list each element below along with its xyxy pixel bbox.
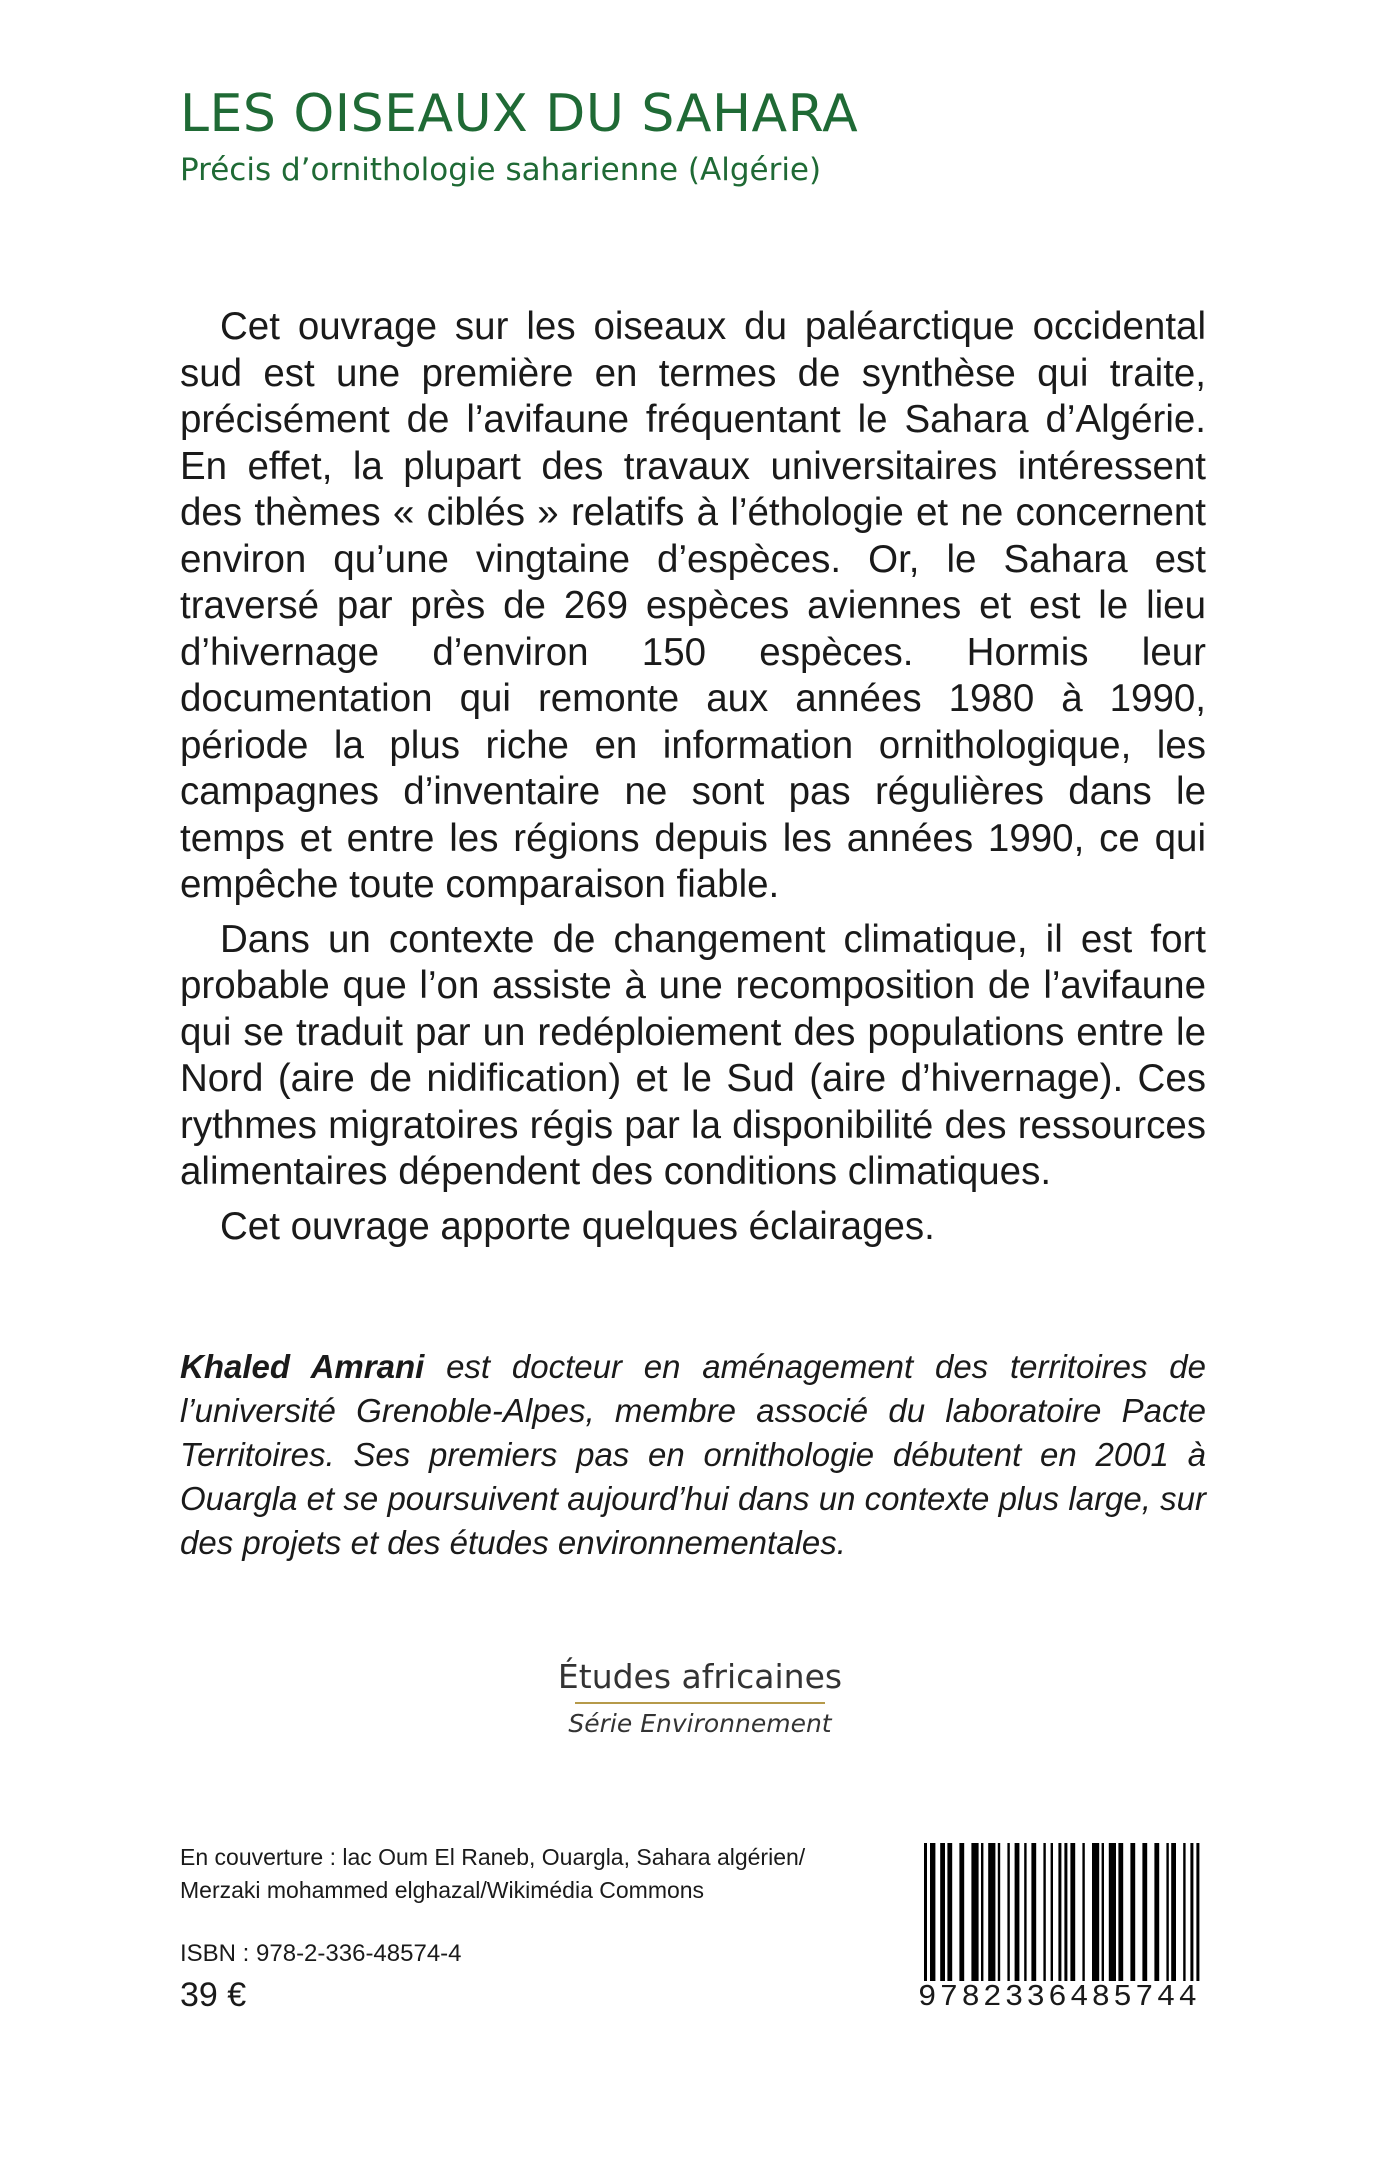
price: 39 €: [180, 1976, 247, 2014]
barcode-bar: [1051, 1843, 1053, 1983]
barcode-bar: [1082, 1843, 1084, 1983]
author-name: Khaled Amrani: [180, 1348, 425, 1385]
cover-credit-line-1: En couverture : lac Oum El Raneb, Ouargla, Sahara algérien/: [180, 1844, 806, 1870]
barcode-bar: [1142, 1843, 1147, 1983]
barcode-bar: [1064, 1843, 1067, 1993]
barcode: [914, 1843, 1204, 2015]
barcode-bar: [1190, 1843, 1193, 1993]
barcode-bar: [930, 1843, 933, 1993]
collection-name: Études africaines: [557, 1657, 843, 1696]
barcode-bar: [1118, 1843, 1123, 1983]
barcode-digits: 9782336485744: [914, 1981, 1204, 2015]
collection-divider: [575, 1702, 825, 1704]
barcode-bar: [1070, 1843, 1075, 1983]
barcode-bar: [1130, 1843, 1135, 1983]
barcode-bar: [1024, 1843, 1026, 1983]
barcode-bar: [981, 1843, 983, 1983]
barcode-bar: [933, 1843, 935, 1983]
cover-credit: [180, 1841, 880, 1907]
collection-series: Série Environnement: [568, 1709, 832, 1738]
book-subtitle: Précis d’ornithologie saharienne (Algérie): [180, 152, 822, 188]
description-paragraph-3: Cet ouvrage apporte quelques éclairages.: [220, 1204, 935, 1248]
collection-logo: [0, 1655, 1400, 1741]
barcode-bar: [1154, 1843, 1159, 1983]
barcode-bar: [940, 1843, 945, 1983]
description: [180, 304, 1206, 1258]
barcode-bars: [914, 1843, 1204, 1993]
barcode-bar: [924, 1843, 927, 1993]
barcode-bar: [1092, 1843, 1099, 1983]
author-bio-text: est docteur en aménagement des territoires de l’université Grenoble-Alpes, membre associé du laboratoire Pacte Territoires. Ses premiers pas en ornithologie débutent en 2001 à Ouargla et se poursuivent aujourd’hui dans un contexte plus large, sur des projets et des études environnementales.: [180, 1348, 1206, 1561]
barcode-bar: [1166, 1843, 1168, 1983]
barcode-bar: [1183, 1843, 1185, 1983]
barcode-bar: [1031, 1843, 1036, 1983]
barcode-bar: [1196, 1843, 1199, 1993]
description-paragraph-2: Dans un contexte de changement climatique, il est fort probable que l’on assiste à une recomposition de l’avifaune qui se traduit par un redéploiement des populations entre le Nord (aire de nidification) et le Sud (aire d’hivernage). Ces rythmes migratoires régis par la disponibilité des ressources alimentaires dépendent des conditions climatiques.: [180, 917, 1206, 1193]
barcode-bar: [1015, 1843, 1020, 1983]
barcode-bar: [947, 1843, 952, 1983]
barcode-bar: [959, 1843, 964, 1983]
description-paragraph-1: Cet ouvrage sur les oiseaux du paléarctique occidental sud est une première en termes de synthèse qui traite, précisément de l’avifaune fréquentant le Sahara d’Algérie. En effet, la plupart des travaux universitaires intéressent des thèmes « ciblés » relatifs à l’éthologie et ne concernent environ qu’une vingtaine d’espèces. Or, le Sahara est traversé par près de 269 espèces aviennes et est le lieu d’hivernage d’environ 150 espèces. Hormis leur documentation qui remonte aux années 1980 à 1990, période la plus riche en information ornithologique, les campagnes d’inventaire ne sont pas régulières dans le temps et entre les régions depuis les années 1990, ce qui empêche toute comparaison fiable.: [180, 305, 1206, 906]
barcode-bar: [988, 1843, 995, 1983]
barcode-bar: [1109, 1843, 1116, 1983]
barcode-bar: [971, 1843, 978, 1983]
barcode-bar: [1043, 1843, 1045, 1983]
barcode-bar: [1171, 1843, 1176, 1983]
author-bio: [180, 1345, 1206, 1565]
cover-credit-line-2: Merzaki mohammed elghazal/Wikimédia Commons: [180, 1877, 705, 1903]
book-title: LES OISEAUX DU SAHARA: [180, 84, 859, 144]
barcode-bar: [998, 1843, 1000, 1983]
barcode-bar: [1007, 1843, 1009, 1983]
barcode-bar: [1058, 1843, 1061, 1993]
barcode-bar: [1102, 1843, 1104, 1983]
isbn: ISBN : 978-2-336-48574-4: [180, 1940, 462, 1967]
